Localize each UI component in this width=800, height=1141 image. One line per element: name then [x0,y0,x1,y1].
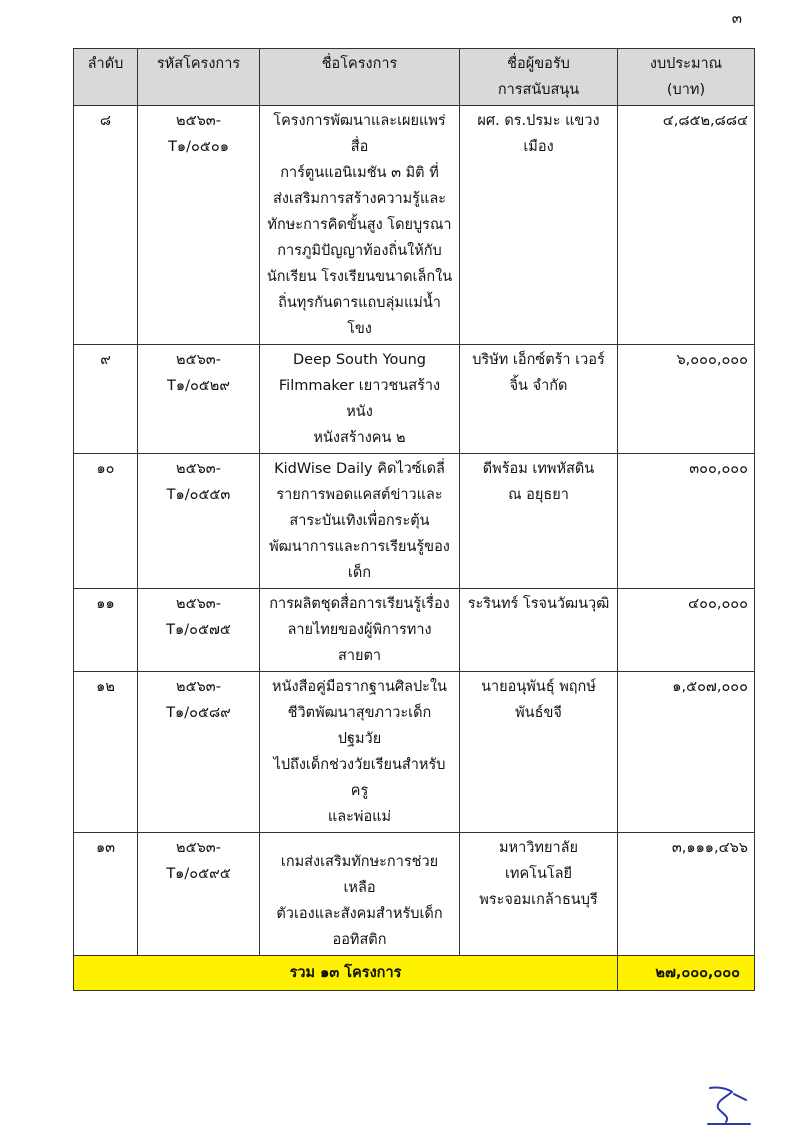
header-code: รหัสโครงการ [138,49,260,106]
name-line: Deep South Young [293,352,426,368]
recipient-line: นายอนุพันธุ์ พฤกษ์ [481,679,596,695]
row-code [138,589,260,672]
recipient-line: บริษัท เอ็กซ์ตร้า เวอร์ [472,352,605,368]
name-line: การผลิตชุดสื่อการเรียนรู้เรื่อง [269,596,450,612]
code-line: T๑/๐๕๗๕ [166,622,231,638]
name-line: ตัวเองและสังคมสำหรับเด็ก [276,906,443,922]
name-line: หนังสือคู่มือรากฐานศิลปะใน [272,679,447,695]
header-name: ชื่อโครงการ [260,49,460,106]
table-row [74,345,755,454]
recipient-line: พระจอมเกล้าธนบุรี [479,892,598,908]
code-line: T๑/๐๕๕๓ [166,487,231,503]
row-project-name [260,589,460,672]
name-line: ส่งเสริมการสร้างความรู้และ [272,191,446,207]
table-header-row [74,49,755,106]
name-line: ถิ่นทุรกันดารแถบลุ่มแม่น้ำโขง [278,295,441,337]
recipient-line: ณ อยุธยา [508,487,569,503]
row-recipient [460,345,618,454]
recipient-line: ผศ. ดร.ปรมะ แขวง [477,113,600,129]
code-line: ๒๕๖๓- [176,113,221,129]
header-budget-line2: (บาท) [666,82,706,98]
table-row [74,672,755,833]
code-line: ๒๕๖๓- [176,596,221,612]
row-no: ๑๑ [74,589,138,672]
row-no: ๙ [74,345,138,454]
row-budget: ๔๐๐,๐๐๐ [618,589,755,672]
name-line: เด็ก [347,565,372,581]
name-line: การภูมิปัญญาท้องถิ่นให้กับ [277,243,442,259]
name-line: เกมส่งเสริมทักษะการช่วยเหลือ [280,854,439,896]
row-project-name [260,345,460,454]
row-project-name [260,454,460,589]
spacer [266,835,453,849]
row-code [138,454,260,589]
code-line: ๒๕๖๓- [176,352,221,368]
header-recipient-line2: การสนับสนุน [497,82,580,98]
name-line: ออทิสติก [332,932,387,948]
header-recipient [460,49,618,106]
name-line: ชีวิตพัฒนาสุขภาวะเด็กปฐมวัย [287,705,432,747]
project-budget-table [73,48,755,991]
name-line: ทักษะการคิดขั้นสูง โดยบูรณา [267,217,452,233]
name-line: และพ่อแม่ [327,809,392,825]
row-project-name [260,106,460,345]
recipient-line: เมือง [523,139,554,155]
name-line: หนังสร้างคน ๒ [313,430,406,446]
code-line: ๒๕๖๓- [176,679,221,695]
row-project-name [260,672,460,833]
signature-icon [700,1080,760,1130]
row-recipient [460,672,618,833]
row-recipient [460,454,618,589]
row-no: ๑๒ [74,672,138,833]
name-line: นักเรียน โรงเรียนขนาดเล็กใน [266,269,453,285]
recipient-line: ระรินทร์ โรจนวัฒนวุฒิ [467,596,610,612]
header-budget [618,49,755,106]
name-line: KidWise Daily คิดไวซ์เดลี่ [274,461,445,477]
row-no: ๑๓ [74,833,138,956]
row-budget: ๓,๑๑๑,๔๖๖ [618,833,755,956]
row-budget: ๔,๘๕๒,๘๘๔ [618,106,755,345]
row-recipient [460,589,618,672]
header-budget-line1: งบประมาณ [649,56,723,72]
recipient-line: พันธ์ขจี [515,705,562,721]
row-budget: ๓๐๐,๐๐๐ [618,454,755,589]
row-project-name [260,833,460,956]
name-line: พัฒนาการและการเรียนรู้ของ [269,539,450,555]
row-recipient [460,106,618,345]
name-line: รายการพอดแคสต์ข่าวและ [276,487,443,503]
table-row [74,106,755,345]
name-line: ไปถึงเด็กช่วงวัยเรียนสำหรับครู [273,757,446,799]
recipient-line: จิ้น จำกัด [509,378,568,394]
name-line: Filmmaker เยาวชนสร้างหนัง [278,378,441,420]
header-no: ลำดับ [74,49,138,106]
row-budget: ๖,๐๐๐,๐๐๐ [618,345,755,454]
total-row [74,956,755,991]
header-recipient-line1: ชื่อผู้ขอรับ [507,56,570,72]
name-line: โครงการพัฒนาและเผยแพร่สื่อ [273,113,446,155]
table-row [74,589,755,672]
name-line: สาระบันเทิงเพื่อกระตุ้น [289,513,430,529]
row-no: ๘ [74,106,138,345]
code-line: ๒๕๖๓- [176,461,221,477]
table-row [74,833,755,956]
row-budget: ๑,๕๐๗,๐๐๐ [618,672,755,833]
code-line: T๑/๐๕๙๕ [166,866,231,882]
name-line: ลายไทยของผู้พิการทางสายตา [287,622,432,664]
total-label: รวม ๑๓ โครงการ [74,956,618,991]
row-no: ๑๐ [74,454,138,589]
code-line: T๑/๐๕๒๙ [167,378,230,394]
page-number: ๓ [731,9,742,27]
recipient-line: มหาวิทยาลัยเทคโนโลยี [499,840,578,882]
table-row [74,454,755,589]
row-code [138,106,260,345]
total-value: ๒๗,๐๐๐,๐๐๐ [618,956,755,991]
row-code [138,345,260,454]
recipient-line: ดีพร้อม เทพหัสดิน [482,461,595,477]
code-line: T๑/๐๕๐๑ [168,139,229,155]
row-recipient [460,833,618,956]
code-line: ๒๕๖๓- [176,840,221,856]
row-code [138,672,260,833]
name-line: การ์ตูนแอนิเมชัน ๓ มิติ ที่ [280,165,439,181]
code-line: T๑/๐๕๘๙ [166,705,231,721]
row-code [138,833,260,956]
